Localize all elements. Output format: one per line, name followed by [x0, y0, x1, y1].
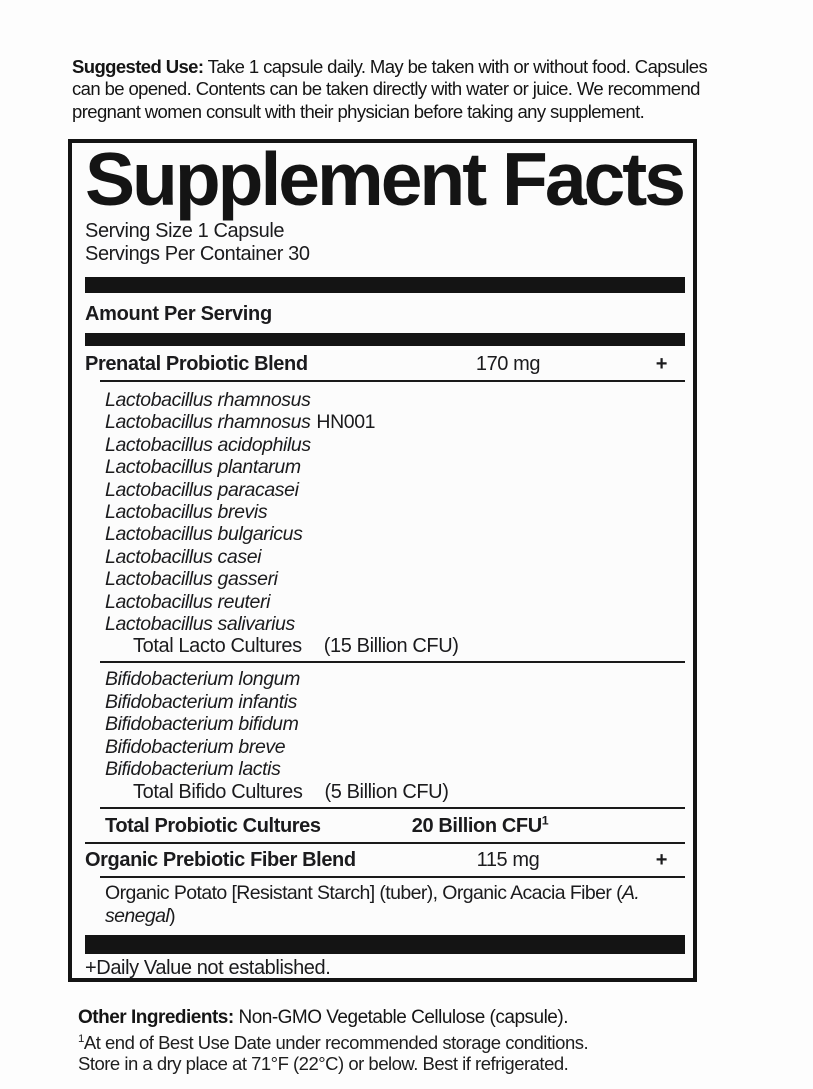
footnote-line2: Store in a dry place at 71°F (22°C) or below. Best if refrigerated.	[78, 1052, 569, 1074]
species-name: Lactobacillus rhamnosus	[105, 411, 311, 434]
species-item	[105, 456, 685, 478]
total-bifido-amount: (5 Billion CFU)	[324, 780, 449, 803]
species-name: Lactobacillus casei	[105, 545, 262, 568]
lacto-species-list	[85, 389, 685, 635]
species-item	[105, 591, 685, 613]
bifido-species-list	[85, 668, 685, 780]
species-strain: HN001	[316, 411, 376, 434]
total-probiotic-amount	[360, 814, 600, 839]
divider-rule	[85, 842, 685, 844]
other-ingredients-label: Other Ingredients:	[78, 1007, 234, 1028]
species-item	[105, 668, 685, 690]
fiber-ingredients-post: )	[169, 904, 176, 927]
suggested-use-text	[72, 56, 727, 124]
divider-rule	[100, 661, 685, 663]
suggested-use-body: Take 1 capsule daily. May be taken with or without food. Capsules can be opened. Contents can be taken directly with water or juice. We recommend pregnant women consult with their physician before taking any supplement.	[72, 55, 708, 122]
footnote-line1: At end of Best Use Date under recommended storage conditions.	[83, 1031, 589, 1053]
divider-rule	[100, 380, 685, 382]
servings-per-container: Servings Per Container 30	[85, 243, 310, 265]
total-probiotic-row	[85, 814, 685, 839]
species-name: Bifidobacterium breve	[105, 735, 286, 758]
species-item	[105, 434, 685, 456]
species-item	[105, 736, 685, 758]
species-name: Lactobacillus brevis	[105, 501, 268, 524]
fiber-blend-amount: 115 mg	[476, 848, 540, 871]
other-ingredients-body: Non-GMO Vegetable Cellulose (capsule).	[233, 1007, 568, 1028]
total-bifido-label: Total Bifido Cultures	[133, 780, 303, 803]
species-item	[105, 546, 685, 568]
species-item	[105, 568, 685, 590]
species-name: Lactobacillus reuteri	[105, 590, 271, 613]
fiber-ingredients-text	[85, 882, 680, 928]
prenatal-daily-value-symbol: +	[655, 353, 667, 375]
fiber-blend-row	[85, 848, 685, 873]
divider-rule	[100, 807, 685, 809]
species-item	[105, 691, 685, 713]
divider-thick-top	[85, 277, 685, 293]
prenatal-blend-amount: 170 mg	[475, 353, 541, 375]
species-name: Lactobacillus plantarum	[105, 456, 301, 479]
total-probiotic-label: Total Probiotic Cultures	[105, 814, 321, 837]
fiber-ingredients-pre: Organic Potato [Resistant Starch] (tuber), Organic Acacia Fiber (	[105, 881, 622, 904]
species-name: Lactobacillus salivarius	[105, 613, 295, 636]
species-name: Lactobacillus bulgaricus	[105, 523, 303, 546]
footnote-superscript: 1	[78, 1032, 84, 1045]
species-item	[105, 501, 685, 523]
fiber-blend-name: Organic Prebiotic Fiber Blend	[85, 848, 356, 871]
footnote-superscript: 1	[541, 812, 549, 827]
species-name: Lactobacillus paracasei	[105, 478, 299, 501]
species-item	[105, 523, 685, 545]
species-name: Lactobacillus acidophilus	[105, 433, 311, 456]
species-item	[105, 713, 685, 735]
total-lacto-label: Total Lacto Cultures	[133, 635, 302, 658]
total-lacto-amount: (15 Billion CFU)	[323, 635, 459, 658]
divider-thick-mid	[85, 333, 685, 346]
species-item	[105, 389, 685, 411]
divider-thick-bottom	[85, 935, 685, 954]
species-name: Lactobacillus gasseri	[105, 568, 278, 591]
species-item	[105, 411, 685, 433]
storage-footnote	[78, 1032, 738, 1074]
species-name: Bifidobacterium bifidum	[105, 713, 299, 736]
prenatal-blend-name: Prenatal Probiotic Blend	[85, 353, 308, 375]
species-item	[105, 479, 685, 501]
fiber-daily-value-symbol: +	[655, 848, 667, 871]
supplement-facts-panel	[68, 139, 697, 982]
daily-value-note: +Daily Value not established.	[85, 956, 331, 979]
species-item	[105, 613, 685, 635]
species-name: Bifidobacterium infantis	[105, 690, 297, 713]
species-name: Bifidobacterium longum	[105, 668, 300, 691]
amount-per-serving-header: Amount Per Serving	[85, 303, 272, 325]
panel-title: Supplement Facts	[85, 137, 683, 221]
other-ingredients-text	[78, 1007, 738, 1029]
prenatal-blend-row	[85, 352, 685, 377]
suggested-use-label: Suggested Use:	[72, 55, 204, 77]
total-bifido-row	[85, 781, 685, 804]
serving-size: Serving Size 1 Capsule	[85, 220, 285, 242]
species-item	[105, 758, 685, 780]
species-name: Bifidobacterium lactis	[105, 758, 281, 781]
total-probiotic-amount-text: 20 Billion CFU	[411, 814, 542, 837]
total-lacto-row	[85, 635, 685, 658]
fiber-ingredients-species: A. senegal	[105, 881, 640, 927]
divider-rule	[100, 876, 685, 878]
species-name: Lactobacillus rhamnosus	[105, 389, 311, 411]
